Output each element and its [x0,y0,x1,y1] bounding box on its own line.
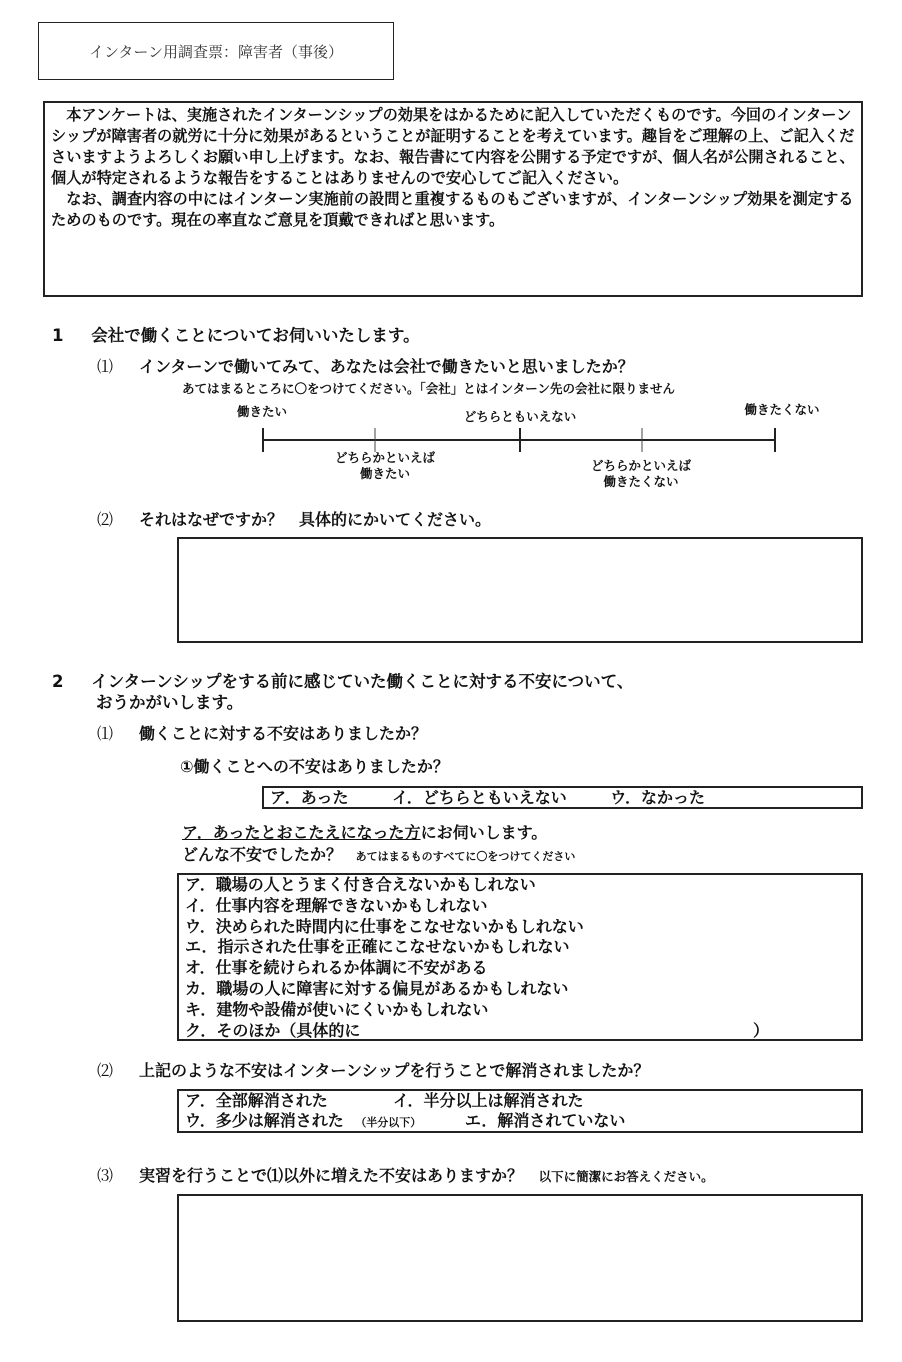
question-2-1-sub: ①働くことへの不安はありましたか？ [180,757,449,776]
anxiety-item-i[interactable]: イ．仕事内容を理解できないかもしれない [185,895,488,915]
anxiety-list-box [177,873,863,1041]
question-2-3-number: ⑶ [97,1166,114,1185]
scale-label-somewhat-want [310,450,460,482]
question-1-1-instruction: あてはまるところに〇をつけてください。「会社」とはインターン先の会社に限りません [182,381,676,396]
question-2-3-instruction: 以下に簡潔にお答えください。 [538,1169,714,1184]
section-1-number: 1 [52,326,64,345]
followup-instruction: あてはまるものすべてに〇をつけてください [355,850,576,863]
anxiety-item-u[interactable]: ウ．決められた時間内に仕事をこなせないかもしれない [185,916,584,936]
question-2-1 [97,721,427,744]
followup-underlined: ア．あったとおこたえになった方 [182,823,421,842]
option-fully-resolved[interactable]: ア．全部解消された [185,1091,328,1110]
intro-paragraph-2: なお、調査内容の中にはインターン実施前の設問と重複するものもございますが、インターンシップ効果を測定するためのものです。現在の率直なご意見を頂戴できればと思います。 [51,190,854,229]
followup-intro [182,820,547,843]
scale-label-want: 働きたい [236,404,287,419]
anxiety-item-a[interactable]: ア．職場の人とうまく付き合えないかもしれない [185,875,536,894]
option-somewhat-resolved[interactable]: ウ．多少は解消された [185,1111,344,1130]
section-2-title-line1: インターンシップをする前に感じていた働くことに対する不安について、 [91,672,634,691]
intro-box [43,101,863,297]
question-1-1 [97,354,634,377]
anxiety-options-box [262,786,863,809]
question-2-2-number: ⑵ [97,1061,114,1080]
followup-question-text: どんな不安でしたか？ [182,845,343,864]
question-1-1-text: インターンで働いてみて、あなたは会社で働きたいと思いましたか？ [139,357,634,376]
scale-label-somewhat-want-line1: どちらかといえば [334,450,435,465]
anxiety-item-ku-close: ） [753,1020,770,1040]
question-2-2 [97,1058,649,1081]
question-1-2-number: ⑵ [97,510,114,529]
answer-box-2-3[interactable] [177,1194,863,1322]
section-2-number: 2 [52,672,64,691]
anxiety-item-e[interactable]: エ．指示された仕事を正確にこなせないかもしれない [185,937,570,957]
question-2-1-number: ⑴ [97,724,114,743]
anxiety-item-ki[interactable]: キ．建物や設備が使いにくいかもしれない [185,999,489,1019]
option-had-anxiety[interactable]: ア．あった [270,788,349,807]
question-2-3 [97,1163,714,1186]
form-title: インターン用調査票：障害者（事後） [38,22,394,80]
followup-question [182,842,575,865]
anxiety-item-ku-text: ク．そのほか（具体的に [185,1020,361,1040]
anxiety-item-o[interactable]: オ．仕事を続けられるか体調に不安がある [185,958,488,978]
anxiety-item-ka[interactable]: カ．職場の人に障害に対する偏見があるかもしれない [185,978,569,998]
option-not-resolved[interactable]: エ．解消されていない [464,1111,626,1130]
scale-label-somewhat-not-want-line2: 働きたくない [603,474,679,489]
resolution-row-1 [185,1091,855,1111]
resolution-options-box [177,1089,863,1133]
section-1-heading [52,322,420,346]
scale-label-somewhat-not-want-line1: どちらかといえば [590,458,691,473]
scale-label-not-want: 働きたくない [744,402,820,417]
scale-label-neutral: どちらともいえない [463,409,577,424]
answer-box-1-2[interactable] [177,537,863,643]
section-1-title: 会社で働くことについてお伺いいたします。 [91,326,420,345]
question-2-2-text: 上記のような不安はインターンシップを行うことで解消されましたか？ [139,1061,650,1080]
question-1-1-number: ⑴ [97,357,114,376]
scale-label-somewhat-want-line2: 働きたい [359,466,410,481]
resolution-row-2 [185,1111,855,1133]
option-mostly-resolved[interactable]: イ．半分以上は解消された [393,1091,584,1110]
intro-paragraph-1: 本アンケートは、実施されたインターンシップの効果をはかるために記入していただくものです。今回のインターンシップが障害者の就労に十分に効果があるということが証明することを考えています。趣旨をご理解の上、ご記入くださいますようよろしくお願い申し上げます。なお、報告書にて内容を公開する予定ですが、個人名が公開されること、個人が特定されるような報告をすることはありませんので安心してご記入ください。 [51,106,855,187]
question-1-2-text: それはなぜですか？ 具体的にかいてください。 [139,510,492,529]
option-no-anxiety[interactable]: ウ．なかった [610,788,706,807]
question-1-2 [97,507,491,530]
question-2-3-text: 実習を行うことで⑴以外に増えた不安はありますか？ [139,1166,524,1185]
question-2-1-text: 働くことに対する不安はありましたか？ [139,724,428,743]
anxiety-item-ku[interactable] [185,1021,855,1042]
followup-rest: にお伺いします。 [420,823,548,842]
option-somewhat-resolved-note: （半分以下） [355,1116,422,1129]
scale-label-somewhat-not-want [566,458,716,490]
option-neither[interactable]: イ．どちらともいえない [392,788,567,807]
section-2-title-line2: おうかがいします。 [96,693,244,712]
